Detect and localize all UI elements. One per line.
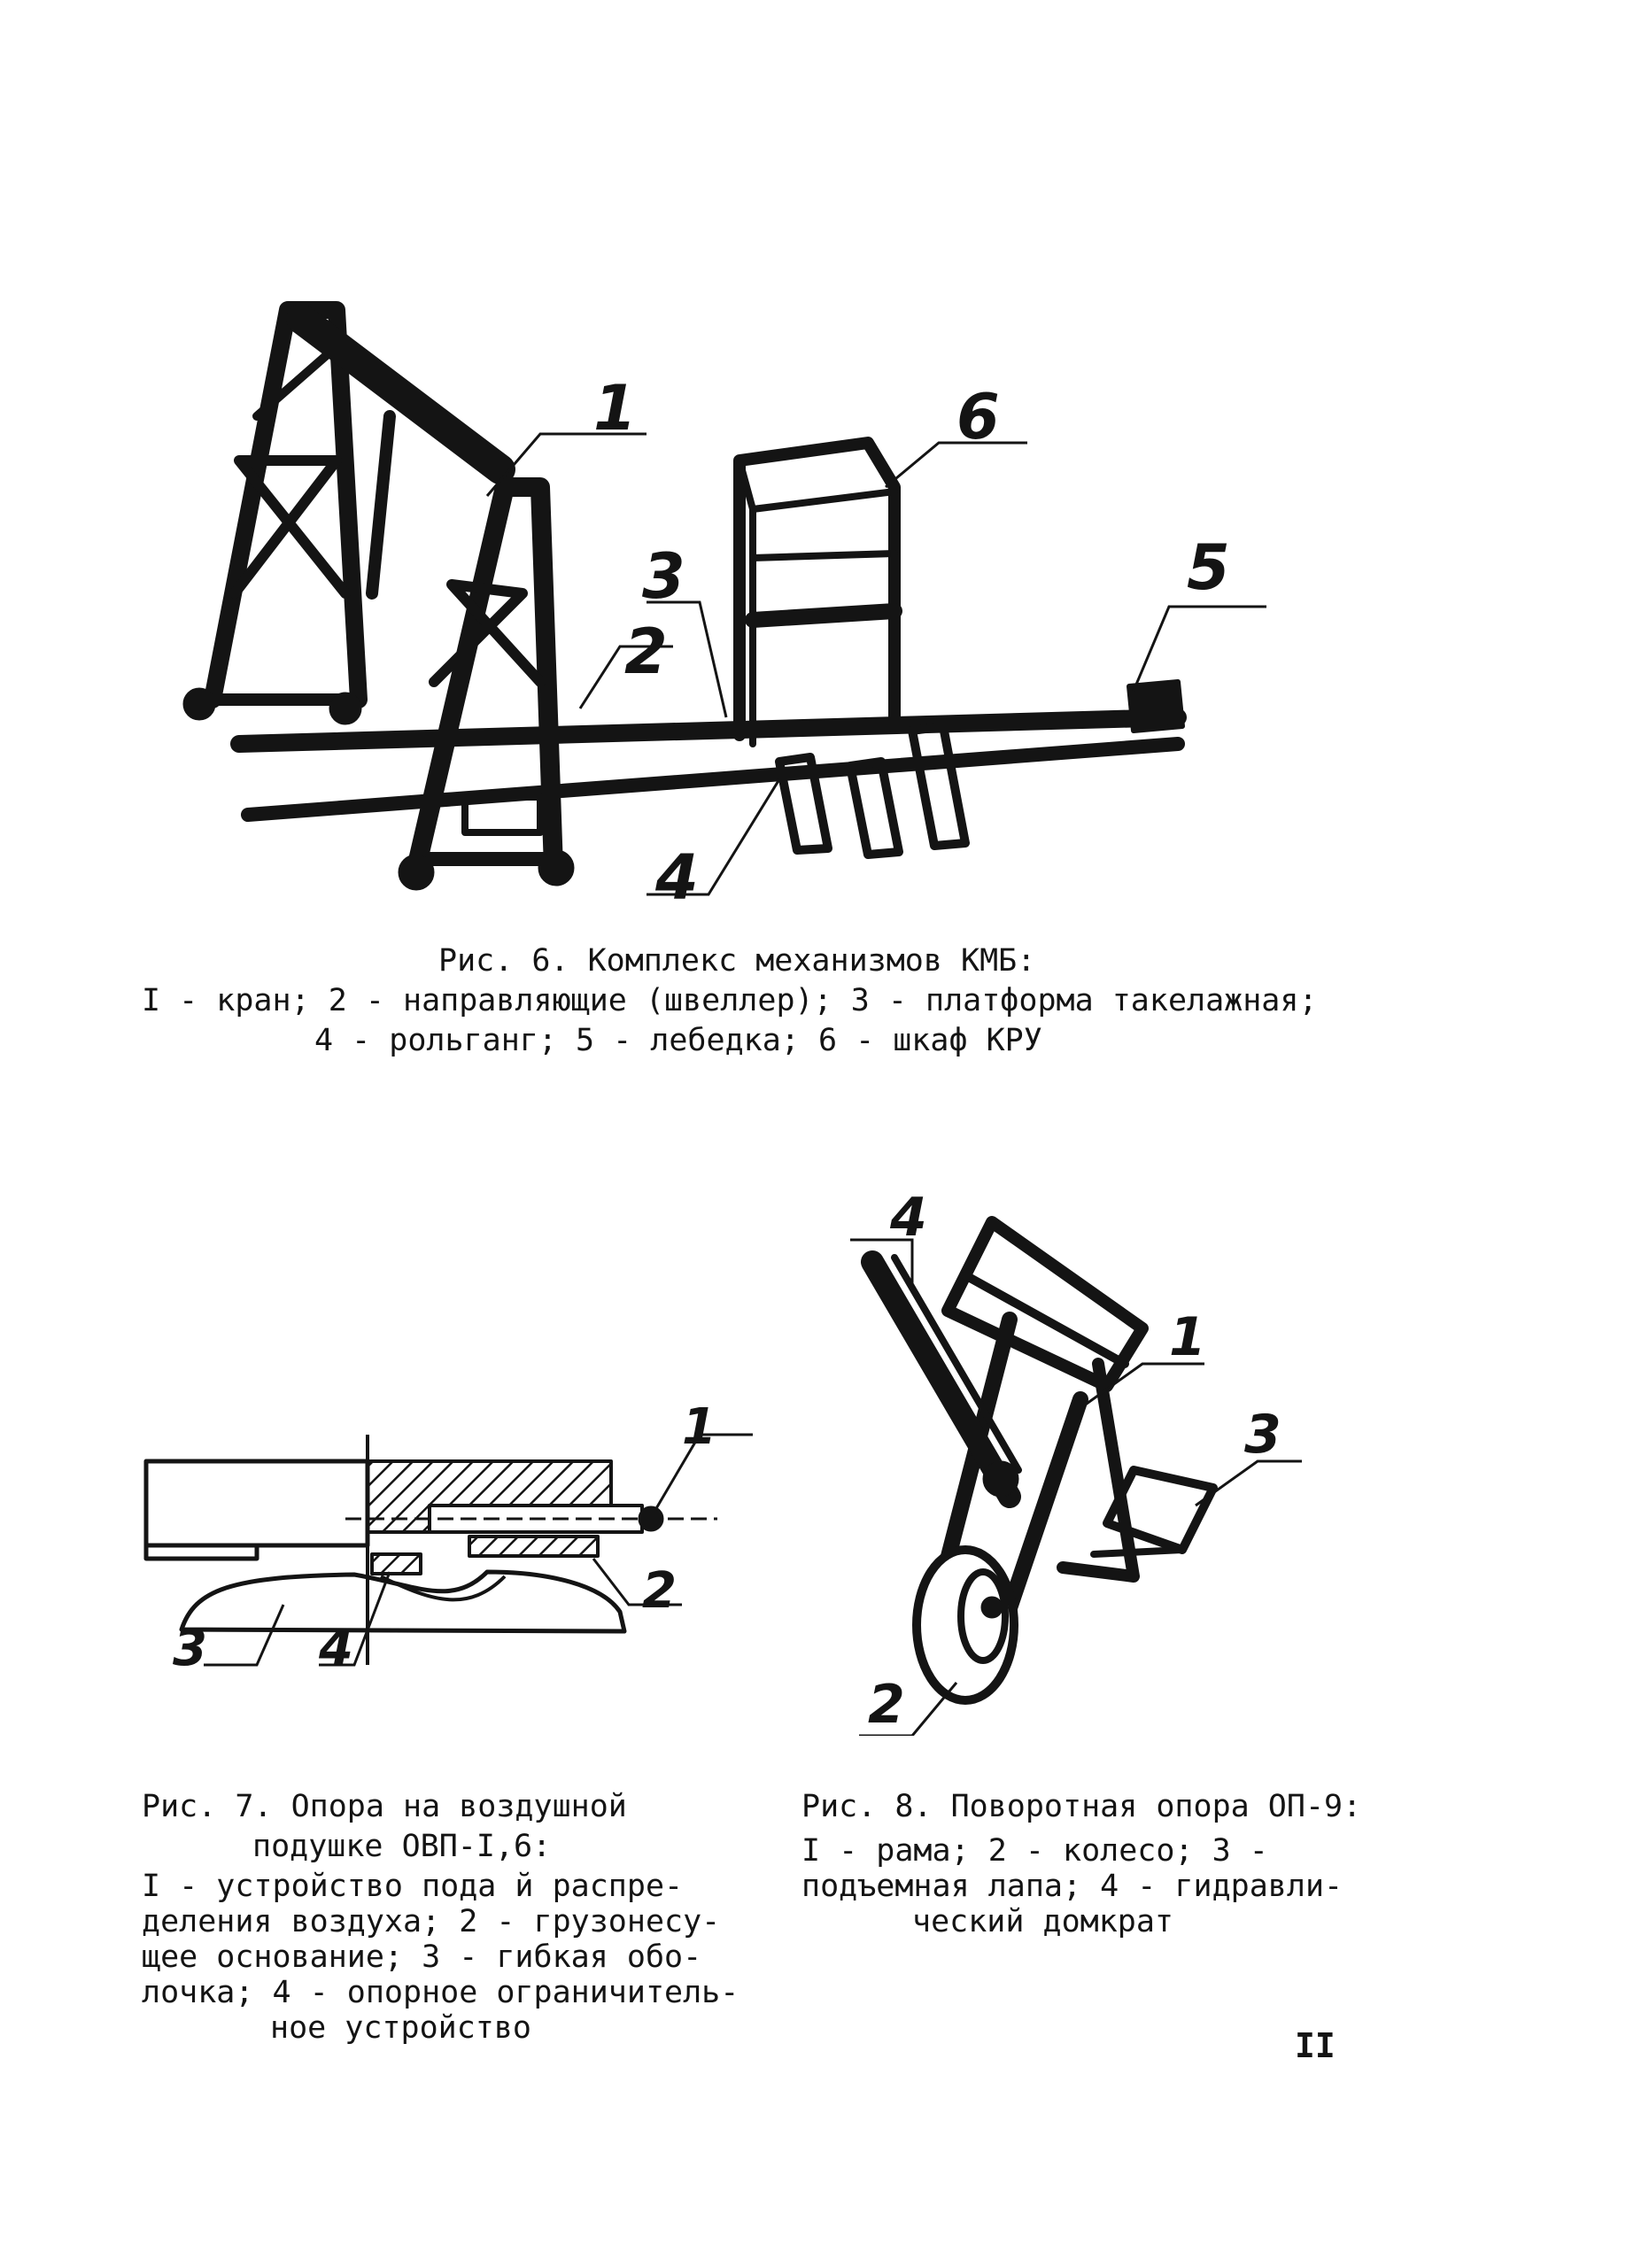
figure-8-drawing — [841, 1187, 1302, 1736]
page-number: II — [1295, 2026, 1336, 2065]
figure-7-caption-line: лочка; 4 - опорное ограничитель- — [142, 1975, 739, 2010]
figure-6-caption-line-2: 4 - рольганг; 5 - лебедка; 6 - шкаф КРУ — [314, 1023, 1042, 1058]
figure-6-drawing — [159, 283, 1311, 939]
callout-4: 4 — [655, 841, 699, 914]
callout-4: 4 — [890, 1187, 927, 1249]
figure-8-caption-line: I - рама; 2 - колесо; 3 - — [801, 1833, 1268, 1869]
figure-8-caption-title: Рис. 8. Поворотная опора ОП-9: — [801, 1789, 1362, 1824]
figure-7-caption-line: щее основание; 3 - гибкая обо- — [142, 1939, 702, 1975]
callout-3: 3 — [173, 1620, 207, 1677]
callout-1: 1 — [682, 1399, 716, 1456]
callout-4: 4 — [319, 1620, 353, 1677]
callout-2: 2 — [868, 1674, 905, 1736]
callout-1: 1 — [1169, 1306, 1206, 1368]
callout-3: 3 — [642, 540, 685, 613]
callout-5: 5 — [1187, 531, 1230, 604]
figure-7-caption-title-cont: подушке ОВП-I,6: — [252, 1829, 552, 1864]
figure-6-caption-title: Рис. 6. Комплекс механизмов КМБ: — [438, 943, 1036, 979]
figure-6-caption-line-1: I - кран; 2 - направляющие (швеллер); 3 - платформа такелажная; — [142, 983, 1318, 1018]
figure-7-drawing — [133, 1399, 753, 1683]
figure-7-caption-line: ное устройство — [270, 2010, 532, 2046]
callout-1: 1 — [593, 372, 637, 445]
figure-7-caption-line: деления воздуха; 2 - грузонесу- — [142, 1904, 721, 1939]
figure-7-caption-title: Рис. 7. Опора на воздушной — [142, 1789, 627, 1824]
callout-2: 2 — [642, 1562, 677, 1620]
figure-7-caption-line: I - устройство пода й распре- — [142, 1869, 684, 1904]
figure-8-caption-line: ческий домкрат — [912, 1904, 1174, 1939]
callout-2: 2 — [624, 615, 668, 688]
callout-3: 3 — [1244, 1404, 1281, 1466]
callout-6: 6 — [956, 381, 1000, 453]
figure-8-caption-line: подъемная лапа; 4 - гидравли- — [801, 1869, 1343, 1904]
